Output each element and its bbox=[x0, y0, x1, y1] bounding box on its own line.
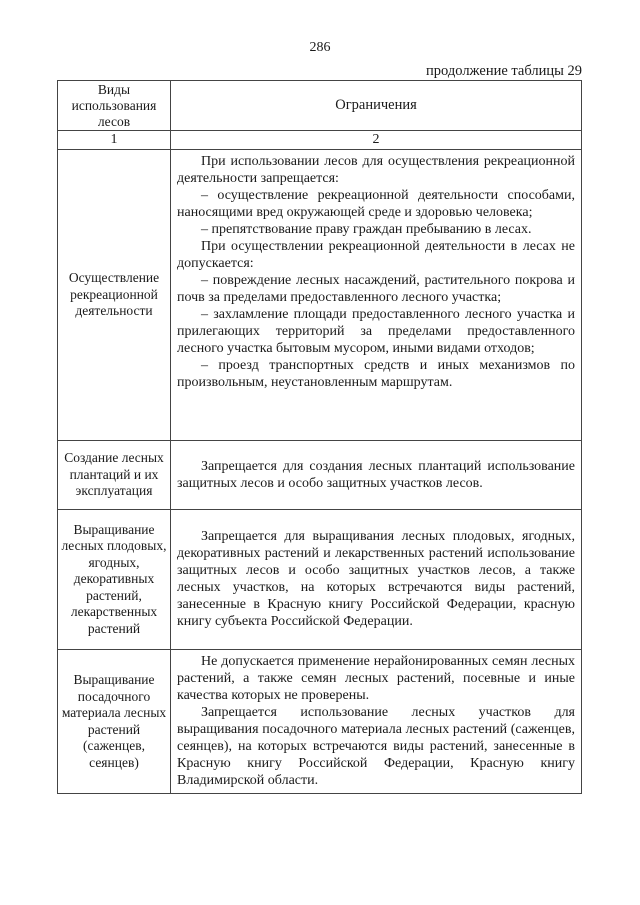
restrictions-table bbox=[57, 80, 582, 794]
table-row bbox=[58, 150, 582, 441]
restrictions-cell bbox=[171, 150, 582, 441]
restrictions-cell bbox=[171, 510, 582, 650]
restriction-paragraph: Не допускается применение нерайонированных семян лесных растений, а также семян лесных растений, посевные и иные качества которых не проверены. bbox=[177, 654, 575, 703]
restriction-paragraph: При использовании лесов для осуществления рекреационной деятельности запрещается: bbox=[177, 154, 575, 186]
column-number-2: 2 bbox=[171, 131, 582, 150]
forest-use-type-cell: Выращивание посадочного материала лесных растений (саженцев, сеянцев) bbox=[58, 650, 171, 794]
table-row bbox=[58, 441, 582, 510]
restriction-paragraph: – захламление площади предоставленного лесного участка и прилегающих территорий за пределами предоставленного лесного участка бытовым мусором, иными видами отходов; bbox=[177, 307, 575, 356]
restrictions-cell bbox=[171, 650, 582, 794]
forest-use-type-cell: Осуществление рекреационной деятельности bbox=[58, 150, 171, 441]
table-header-row bbox=[58, 81, 582, 131]
column-number-1: 1 bbox=[58, 131, 171, 150]
restriction-paragraph: Запрещается для создания лесных плантаций использование защитных лесов и особо защитных участков лесов. bbox=[177, 458, 575, 491]
restriction-paragraph: – повреждение лесных насаждений, растительного покрова и почв за пределами предоставленного лесного участка; bbox=[177, 273, 575, 305]
restriction-paragraph: – осуществление рекреационной деятельности способами, наносящими вред окружающей среде и здоровью человека; bbox=[177, 188, 575, 220]
restriction-paragraph: Запрещается использование лесных участков для выращивания посадочного материала лесных растений (саженцев, сеянцев), на которых встречаются виды растений, занесенные в Красную книгу Российской Федерации, Красную книгу Владимирской области. bbox=[177, 705, 575, 788]
forest-use-type-cell: Создание лесных плантаций и их эксплуатация bbox=[58, 441, 171, 510]
restriction-paragraph: – проезд транспортных средств и иных механизмов по произвольным, неустановленным маршрутам. bbox=[177, 358, 575, 390]
table-row bbox=[58, 650, 582, 794]
forest-use-type-cell: Выращивание лесных плодовых, ягодных, декоративных растений, лекарственных растений bbox=[58, 510, 171, 650]
restriction-paragraph: При осуществлении рекреационной деятельности в лесах не допускается: bbox=[177, 239, 575, 271]
page-number: 286 bbox=[309, 40, 331, 55]
header-forest-use-types: Виды использования лесов bbox=[58, 81, 171, 131]
column-number-row bbox=[58, 131, 582, 150]
table-continuation-label: продолжение таблицы 29 bbox=[426, 63, 582, 79]
header-restrictions: Ограничения bbox=[171, 81, 582, 131]
restrictions-cell bbox=[171, 441, 582, 510]
restriction-paragraph: – препятствование праву граждан пребыванию в лесах. bbox=[201, 222, 532, 237]
table-row bbox=[58, 510, 582, 650]
restriction-paragraph: Запрещается для выращивания лесных плодовых, ягодных, декоративных растений и лекарственных растений использование защитных лесов и особо защитных участков лесов, а также лесных участков, на которых встречаются виды растений, занесенные в Красную книгу Российской Федерации, красную книгу субъекта Российской Федерации. bbox=[177, 529, 575, 629]
